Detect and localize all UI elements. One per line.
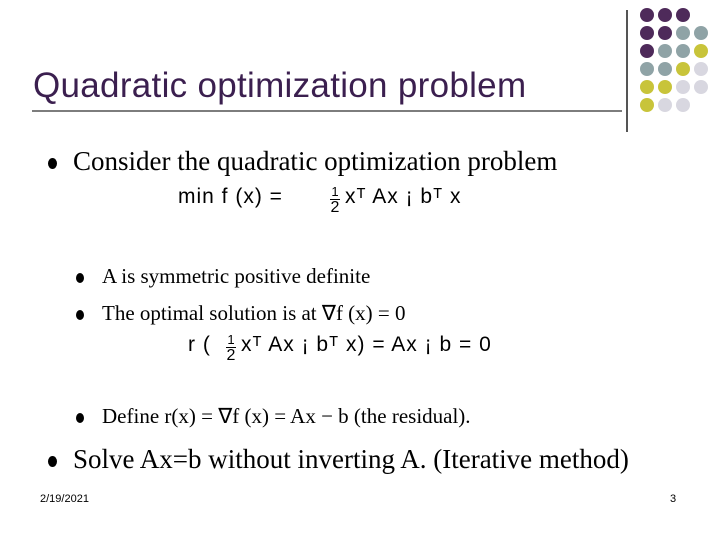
dot bbox=[658, 98, 672, 112]
bullet-marker bbox=[48, 456, 57, 467]
dot bbox=[658, 26, 672, 40]
subbullet-text: The optimal solution is at ∇f (x) = 0 bbox=[102, 301, 406, 325]
slide-title: Quadratic optimization problem bbox=[33, 66, 527, 105]
subbullet-text: Define r(x) = ∇f (x) = Ax − b (the residual). bbox=[102, 404, 471, 428]
half-fraction bbox=[330, 185, 340, 216]
page-number: 3 bbox=[670, 493, 677, 505]
dot bbox=[640, 80, 654, 94]
title-divider bbox=[32, 110, 622, 112]
vertical-divider bbox=[626, 10, 628, 132]
dot bbox=[676, 62, 690, 76]
equation-rhs: xᵀ Ax ¡ bᵀ x bbox=[345, 185, 462, 208]
dot bbox=[640, 44, 654, 58]
bullet-text: Consider the quadratic optimization problem bbox=[73, 146, 558, 176]
bullet-marker bbox=[48, 158, 57, 169]
fraction-denominator: 2 bbox=[330, 199, 340, 216]
fraction-numerator: 1 bbox=[331, 184, 339, 199]
dot bbox=[658, 62, 672, 76]
dot bbox=[640, 8, 654, 22]
dot bbox=[640, 26, 654, 40]
dot bbox=[694, 80, 708, 94]
dot bbox=[640, 98, 654, 112]
footer-date: 2/19/2021 bbox=[40, 493, 89, 505]
dot bbox=[694, 62, 708, 76]
half-fraction bbox=[226, 333, 236, 364]
subbullet-text: A is symmetric positive definite bbox=[102, 264, 371, 288]
bullet-text: Solve Ax=b without inverting A. (Iterative method) bbox=[73, 444, 629, 474]
dot bbox=[694, 44, 708, 58]
dot bbox=[676, 44, 690, 58]
dot bbox=[658, 44, 672, 58]
dot bbox=[676, 26, 690, 40]
decorative-dot-grid bbox=[640, 8, 720, 128]
equation-lhs: min f (x) = bbox=[178, 185, 283, 208]
dot bbox=[676, 98, 690, 112]
dot bbox=[676, 8, 690, 22]
dot bbox=[658, 80, 672, 94]
bullet-marker bbox=[76, 310, 84, 320]
gradient-equation-pre: r ( bbox=[188, 333, 211, 356]
bullet-marker bbox=[76, 413, 84, 423]
fraction-denominator: 2 bbox=[226, 347, 236, 364]
fraction-numerator: 1 bbox=[227, 332, 235, 347]
dot bbox=[658, 8, 672, 22]
dot bbox=[694, 26, 708, 40]
dot bbox=[640, 62, 654, 76]
gradient-equation-body: xᵀ Ax ¡ bᵀ x) = Ax ¡ b = 0 bbox=[241, 333, 492, 356]
objective-equation bbox=[178, 185, 283, 209]
bullet-marker bbox=[76, 273, 84, 283]
dot bbox=[676, 80, 690, 94]
